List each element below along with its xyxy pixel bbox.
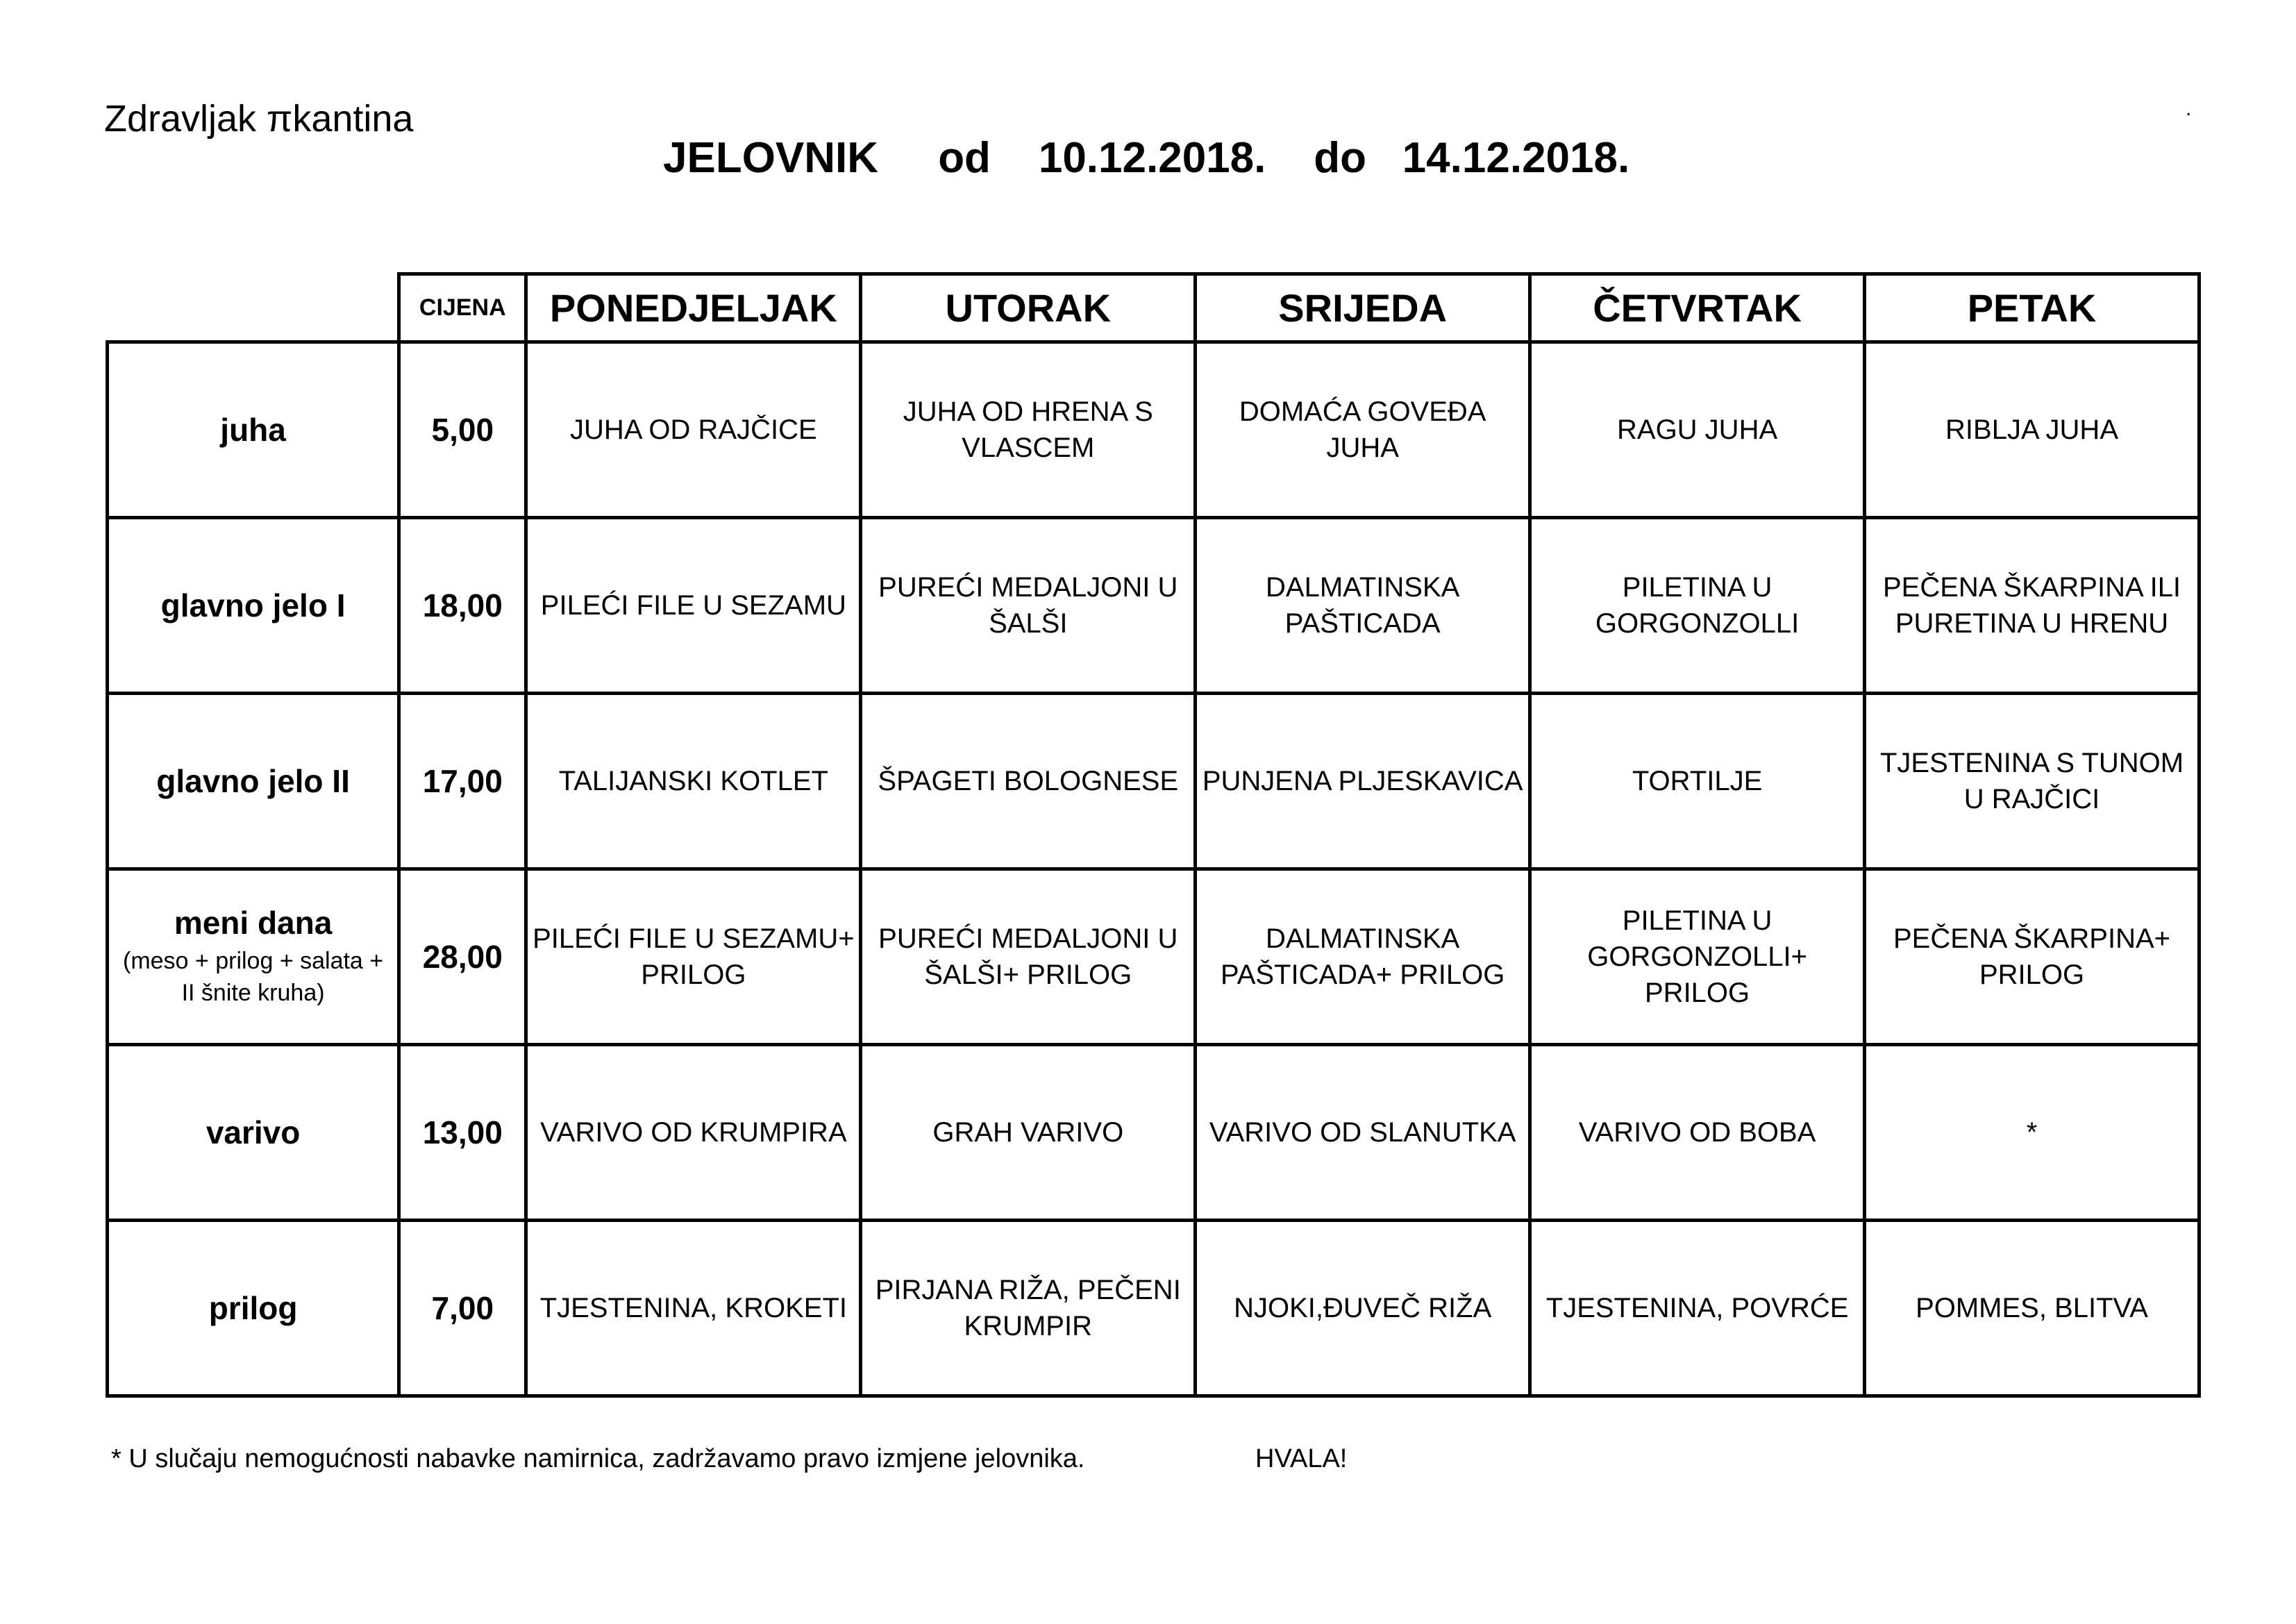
day-header-wednesday: SRIJEDA: [1196, 274, 1530, 342]
category-label: glavno jelo II: [156, 763, 350, 799]
row-category: [108, 518, 399, 694]
row-price: 7,00: [399, 1221, 526, 1396]
corner-mark: .: [2186, 97, 2192, 120]
table-row: [108, 518, 2199, 694]
row-category: [108, 1045, 399, 1221]
dish-cell: PUNJENA PLJESKAVICA: [1196, 694, 1530, 869]
dish-cell: RIBLJA JUHA: [1865, 342, 2199, 518]
price-column-header: CIJENA: [399, 274, 526, 342]
row-price: 28,00: [399, 869, 526, 1045]
dish-cell: POMMES, BLITVA: [1865, 1221, 2199, 1396]
table-row: [108, 869, 2199, 1045]
dish-cell: PIRJANA RIŽA, PEČENI KRUMPIR: [861, 1221, 1196, 1396]
dish-cell: TJESTENINA S TUNOM U RAJČICI: [1865, 694, 2199, 869]
footer-note: * U slučaju nemogućnosti nabavke namirnica, zadržavamo pravo izmjene jelovnika.: [111, 1444, 1085, 1473]
header-blank-cell: [108, 274, 399, 342]
dish-cell: TALIJANSKI KOTLET: [526, 694, 861, 869]
dish-cell: NJOKI,ĐUVEČ RIŽA: [1196, 1221, 1530, 1396]
dish-cell: PUREĆI MEDALJONI U ŠALŠI: [861, 518, 1196, 694]
dish-cell: PILEĆI FILE U SEZAMU+ PRILOG: [526, 869, 861, 1045]
category-label: juha: [220, 412, 286, 448]
dish-cell: VARIVO OD KRUMPIRA: [526, 1045, 861, 1221]
dish-cell: PILETINA U GORGONZOLLI+ PRILOG: [1530, 869, 1865, 1045]
dish-cell: PEČENA ŠKARPINA ILI PURETINA U HRENU: [1865, 518, 2199, 694]
row-price: 18,00: [399, 518, 526, 694]
page-title: JELOVNIK od 10.12.2018. do 14.12.2018.: [663, 134, 1630, 182]
dish-cell: TORTILJE: [1530, 694, 1865, 869]
brand-name: Zdravljak πkantina: [104, 98, 414, 140]
dish-cell: PUREĆI MEDALJONI U ŠALŠI+ PRILOG: [861, 869, 1196, 1045]
dish-cell: TJESTENINA, KROKETI: [526, 1221, 861, 1396]
table-row: [108, 1045, 2199, 1221]
row-price: 17,00: [399, 694, 526, 869]
dish-cell: PILETINA U GORGONZOLLI: [1530, 518, 1865, 694]
dish-cell: PILEĆI FILE U SEZAMU: [526, 518, 861, 694]
footer-thanks: HVALA!: [1255, 1444, 1348, 1473]
dish-cell: TJESTENINA, POVRĆE: [1530, 1221, 1865, 1396]
row-price: 5,00: [399, 342, 526, 518]
dish-cell: VARIVO OD BOBA: [1530, 1045, 1865, 1221]
dish-cell: GRAH VARIVO: [861, 1045, 1196, 1221]
category-label: meni dana: [174, 905, 333, 941]
dish-cell: RAGU JUHA: [1530, 342, 1865, 518]
row-price: 13,00: [399, 1045, 526, 1221]
category-label: varivo: [206, 1114, 301, 1150]
dish-cell: DALMATINSKA PAŠTICADA+ PRILOG: [1196, 869, 1530, 1045]
category-label: prilog: [208, 1290, 298, 1326]
row-category: [108, 342, 399, 518]
day-header-monday: PONEDJELJAK: [526, 274, 861, 342]
day-header-tuesday: UTORAK: [861, 274, 1196, 342]
day-header-thursday: ČETVRTAK: [1530, 274, 1865, 342]
table-header-row: [108, 274, 2199, 342]
dish-cell: PEČENA ŠKARPINA+ PRILOG: [1865, 869, 2199, 1045]
dish-cell: DOMAĆA GOVEĐA JUHA: [1196, 342, 1530, 518]
dish-cell: JUHA OD RAJČICE: [526, 342, 861, 518]
category-label: glavno jelo I: [160, 587, 346, 623]
dish-cell: JUHA OD HRENA S VLASCEM: [861, 342, 1196, 518]
dish-cell: DALMATINSKA PAŠTICADA: [1196, 518, 1530, 694]
row-category: [108, 869, 399, 1045]
category-note: (meso + prilog + salata + II šnite kruha): [123, 948, 384, 1006]
menu-table: [106, 272, 2201, 1398]
row-category: [108, 1221, 399, 1396]
dish-cell: ŠPAGETI BOLOGNESE: [861, 694, 1196, 869]
day-header-friday: PETAK: [1865, 274, 2199, 342]
table-row: [108, 1221, 2199, 1396]
dish-cell: *: [1865, 1045, 2199, 1221]
table-row: [108, 694, 2199, 869]
table-row: [108, 342, 2199, 518]
row-category: [108, 694, 399, 869]
dish-cell: VARIVO OD SLANUTKA: [1196, 1045, 1530, 1221]
